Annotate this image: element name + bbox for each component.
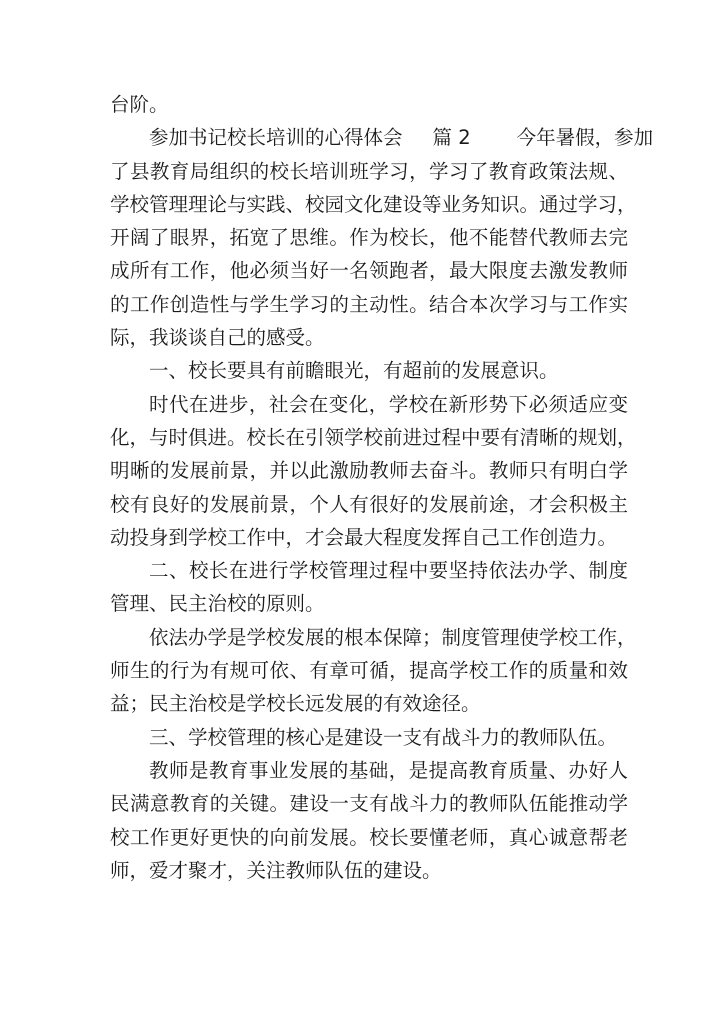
text-span: 今年暑假，参加	[516, 126, 654, 150]
text-line: 了县教育局组织的校长培训班学习，学习了教育政策法规、	[110, 159, 628, 183]
text-line: 校工作更好更快的向前发展。校长要懂老师，真心诚意帮老	[110, 825, 628, 849]
text-line: 教师是教育事业发展的基础，是提高教育质量、办好人	[149, 758, 628, 782]
text-line: 的工作创造性与学生学习的主动性。结合本次学习与工作实	[110, 292, 628, 316]
text-line: 化，与时俱进。校长在引领学校前进过程中要有清晰的规划，	[110, 425, 637, 449]
text-line: 时代在进步，社会在变化，学校在新形势下必须适应变	[149, 392, 628, 416]
text-line: 际，我谈谈自己的感受。	[110, 326, 325, 350]
document-page	[110, 88, 654, 887]
text-line: 益；民主治校是学校长远发展的有效途径。	[110, 692, 481, 716]
text-line: 民满意教育的关键。建设一支有战斗力的教师队伍能推动学	[110, 792, 628, 816]
text-line: 台阶。	[110, 93, 169, 116]
article-title: 参加书记校长培训的心得体会	[149, 126, 403, 150]
section-heading-line	[110, 121, 654, 154]
text-line: 动投身到学校工作中，才会最大程度发挥自己工作创造力。	[110, 525, 618, 549]
text-line: 成所有工作，他必须当好一名领跑者，最大限度去激发教师	[110, 259, 628, 283]
text-line: 师生的行为有规可依、有章可循，提高学校工作的质量和效	[110, 659, 628, 683]
section-heading-continued: 管理、民主治校的原则。	[110, 592, 325, 616]
section-heading: 二、校长在进行学校管理过程中要坚持依法办学、制度	[149, 559, 628, 583]
article-number: 篇 2	[432, 126, 471, 150]
text-line: 开阔了眼界，拓宽了思维。作为校长，他不能替代教师去完	[110, 226, 628, 250]
section-heading: 三、学校管理的核心是建设一支有战斗力的教师队伍。	[149, 725, 618, 749]
section-heading: 一、校长要具有前瞻眼光，有超前的发展意识。	[149, 359, 559, 383]
text-line: 依法办学是学校发展的根本保障；制度管理使学校工作，	[149, 625, 637, 649]
text-line: 师，爱才聚才，关注教师队伍的建设。	[110, 858, 442, 882]
text-line: 校有良好的发展前景，个人有很好的发展前途，才会积极主	[110, 492, 628, 516]
text-line: 明晰的发展前景，并以此激励教师去奋斗。教师只有明白学	[110, 459, 628, 483]
text-line: 学校管理理论与实践、校园文化建设等业务知识。通过学习，	[110, 192, 637, 216]
